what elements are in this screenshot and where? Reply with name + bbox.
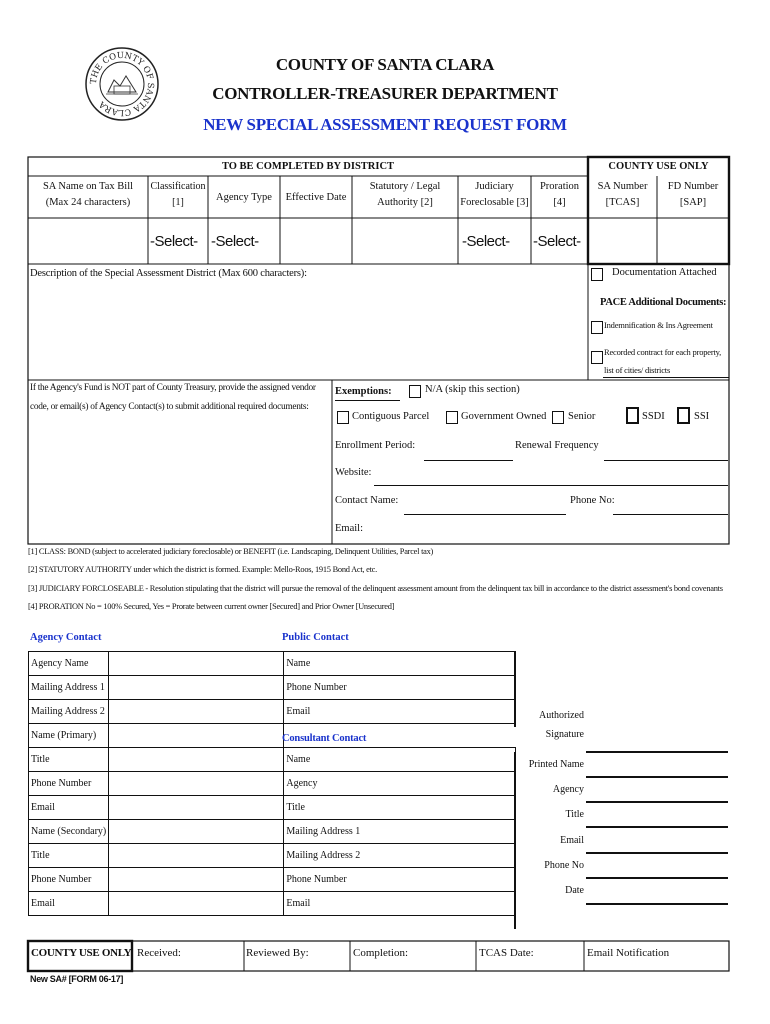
form-title: NEW SPECIAL ASSESSMENT REQUEST FORM	[203, 115, 567, 134]
sig-agency-label: Agency	[552, 784, 584, 795]
col-sa-name-line1: SA Name on Tax Bill	[42, 181, 134, 192]
agency-field-input[interactable]	[109, 844, 284, 868]
table-row	[29, 748, 516, 772]
footer-tcas-date[interactable]: TCAS Date:	[479, 947, 534, 959]
footer-reviewed[interactable]: Reviewed By:	[246, 947, 309, 959]
recorded-contract-checkbox[interactable]	[591, 351, 603, 364]
agency-field-input[interactable]	[109, 892, 284, 916]
consultant-field[interactable]: Mailing Address 2	[284, 844, 516, 868]
agency-field-input[interactable]	[109, 676, 284, 700]
description-label: Description of the Special Assessment District (Max 600 characters):	[30, 268, 307, 279]
district-header: TO BE COMPLETED BY DISTRICT	[221, 161, 395, 172]
ssi-checkbox[interactable]	[677, 407, 690, 424]
col-fd-number-line1: FD Number	[667, 181, 719, 192]
enrollment-input[interactable]	[424, 460, 513, 461]
agency-field-input[interactable]	[109, 820, 284, 844]
agency-type-select[interactable]: -Select-	[211, 233, 259, 250]
public-field[interactable]: Phone Number	[284, 676, 516, 700]
footer-county-use: COUNTY USE ONLY	[31, 947, 132, 959]
proration-select[interactable]: -Select-	[533, 233, 581, 250]
agency-field-label: Mailing Address 2	[29, 700, 109, 724]
col-classification	[148, 180, 208, 209]
printed-name-input[interactable]	[586, 776, 728, 778]
classification-select[interactable]: -Select-	[150, 233, 198, 250]
agency-field-label: Email	[29, 796, 109, 820]
na-checkbox[interactable]	[409, 385, 421, 398]
col-fd-number-line2: [SAP]	[679, 197, 707, 208]
col-fd-number	[657, 180, 729, 209]
phone-input[interactable]	[613, 514, 728, 515]
col-agency-type: Agency Type	[216, 192, 272, 203]
agency-field-input[interactable]	[109, 700, 284, 724]
agency-field-label: Agency Name	[29, 652, 109, 676]
col-statutory-line2: Authority [2]	[377, 197, 433, 208]
phone-label: Phone No:	[570, 495, 615, 506]
agency-field-label: Mailing Address 1	[29, 676, 109, 700]
sig-email-input[interactable]	[586, 852, 728, 854]
col-sa-number-line2: [TCAS]	[605, 197, 640, 208]
table-row	[29, 652, 516, 676]
sig-agency-input[interactable]	[586, 801, 728, 803]
contact-name-input[interactable]	[404, 514, 566, 515]
agency-field-input[interactable]	[109, 724, 284, 748]
contiguous-parcel-checkbox[interactable]	[337, 411, 349, 424]
county-use-header: COUNTY USE ONLY	[608, 161, 709, 172]
na-label: N/A (skip this section)	[425, 384, 520, 395]
consultant-field[interactable]: Mailing Address 1	[284, 820, 516, 844]
exemptions-label: Exemptions:	[335, 386, 392, 397]
table-row	[29, 820, 516, 844]
government-owned-label: Government Owned	[461, 411, 547, 422]
public-field[interactable]: Email	[284, 700, 516, 724]
agency-field-input[interactable]	[109, 748, 284, 772]
form-id: New SA# [FORM 06-17]	[30, 974, 124, 984]
signature-input[interactable]	[586, 751, 728, 753]
senior-label: Senior	[568, 411, 596, 422]
table-row	[29, 700, 516, 724]
table-row	[29, 796, 516, 820]
public-field[interactable]: Name	[284, 652, 516, 676]
renewal-input[interactable]	[604, 460, 728, 461]
website-input[interactable]	[374, 485, 728, 486]
sig-date-label: Date	[565, 885, 584, 896]
website-label: Website:	[335, 467, 372, 478]
col-statutory-line1: Statutory / Legal	[369, 181, 441, 192]
note-3: [3] JUDICIARY FORCLOSEABLE - Resolution stipulating that the district will pursue the removal of the delinquent assessment amount from the delinquent tax bill in accordance to the district assessment's bond covenants	[28, 584, 723, 593]
col-classification-line1: Classification	[150, 181, 206, 192]
judiciary-select[interactable]: -Select-	[462, 233, 510, 250]
county-name: COUNTY OF SANTA CLARA	[275, 55, 495, 74]
col-classification-line2: [1]	[172, 197, 184, 208]
footer-completion[interactable]: Completion:	[353, 947, 408, 959]
col-proration-line1: Proration	[539, 181, 580, 192]
consultant-contact-title: Consultant Contact	[282, 733, 367, 744]
col-effective-date: Effective Date	[285, 192, 347, 203]
agency-field-label: Name (Primary)	[29, 724, 109, 748]
agency-field-input[interactable]	[109, 796, 284, 820]
consultant-field[interactable]: Email	[284, 892, 516, 916]
agency-field-input[interactable]	[109, 652, 284, 676]
printed-name-label: Printed Name	[528, 759, 584, 770]
ssi-label: SSI	[694, 411, 710, 422]
agency-field-label: Email	[29, 892, 109, 916]
seal-text: THE COUNTY OF SANTA CLARA	[88, 50, 156, 118]
indemnification-label: Indemnification & Ins Agreement	[604, 320, 713, 330]
vendor-line2: code, or email(s) of Agency Contact(s) to submit additional required documents:	[30, 402, 309, 412]
ssdi-label: SSDI	[642, 411, 665, 422]
sig-date-input[interactable]	[586, 903, 728, 905]
col-sa-number-line1: SA Number	[597, 181, 648, 192]
pace-title: PACE Additional Documents:	[600, 297, 727, 308]
table-row	[29, 892, 516, 916]
agency-contact-table	[28, 651, 516, 916]
col-judiciary-line2: Foreclosable [3]	[460, 197, 529, 208]
col-sa-name-line2: (Max 24 characters)	[45, 197, 131, 208]
indemnification-checkbox[interactable]	[591, 321, 603, 334]
col-sa-name	[28, 180, 148, 209]
agency-contact-title: Agency Contact	[30, 632, 102, 643]
table-row	[29, 676, 516, 700]
enrollment-label: Enrollment Period:	[335, 440, 416, 451]
documentation-attached-checkbox[interactable]	[591, 268, 603, 281]
documentation-attached-label: Documentation Attached	[612, 267, 717, 278]
agency-field-label: Title	[29, 844, 109, 868]
signature-label: Signature	[545, 729, 584, 740]
col-proration	[531, 180, 588, 209]
exemptions-underline	[335, 400, 400, 401]
table-row	[29, 844, 516, 868]
renewal-label: Renewal Frequency	[515, 440, 599, 451]
footer-email-notification[interactable]: Email Notification	[587, 947, 670, 959]
agency-field-label: Phone Number	[29, 772, 109, 796]
agency-field-label: Title	[29, 748, 109, 772]
col-proration-line2: [4]	[553, 197, 566, 208]
sig-phone-label: Phone No	[544, 860, 584, 871]
agency-field-label: Name (Secondary)	[29, 820, 109, 844]
table-row	[29, 772, 516, 796]
note-2: [2] STATUTORY AUTHORITY under which the district is formed. Example: Mello-Roos, 1915 Bond Act, etc.	[28, 565, 377, 574]
department-name: CONTROLLER-TREASURER DEPARTMENT	[212, 84, 558, 103]
consultant-field[interactable]: Agency	[284, 772, 516, 796]
consultant-field[interactable]: Phone Number	[284, 868, 516, 892]
contact-name-label: Contact Name:	[335, 495, 399, 506]
public-contact-title: Public Contact	[282, 632, 349, 643]
sig-email-label: Email	[560, 835, 584, 846]
table-row	[29, 724, 516, 748]
senior-checkbox[interactable]	[552, 411, 564, 424]
table-row	[29, 868, 516, 892]
government-owned-checkbox[interactable]	[446, 411, 458, 424]
col-sa-number	[588, 180, 657, 209]
sig-title-label: Title	[565, 809, 584, 820]
authorized-label: Authorized	[539, 710, 584, 721]
contiguous-parcel-label: Contiguous Parcel	[352, 411, 430, 422]
col-statutory	[352, 180, 458, 209]
note-1: [1] CLASS: BOND (subject to accelerated judiciary foreclosable) or BENEFIT (i.e. Landscaping, Delinquent Utilities, Parcel tax)	[28, 547, 434, 556]
recorded-contract-label: Recorded contract for each property,	[604, 347, 722, 357]
ssdi-checkbox[interactable]	[626, 407, 639, 424]
cities-list-underline	[603, 377, 729, 378]
sig-phone-input[interactable]	[586, 877, 728, 879]
col-judiciary	[458, 180, 531, 209]
sig-title-input[interactable]	[586, 826, 728, 828]
email-label: Email:	[335, 523, 363, 534]
agency-field-input[interactable]	[109, 868, 284, 892]
agency-field-input[interactable]	[109, 772, 284, 796]
col-judiciary-line1: Judiciary	[475, 181, 514, 192]
vendor-line1: If the Agency's Fund is NOT part of County Treasury, provide the assigned vendor	[30, 383, 316, 393]
consultant-field[interactable]: Name	[284, 748, 516, 772]
agency-field-label: Phone Number	[29, 868, 109, 892]
cities-list-label: list of cities/ districts	[604, 365, 671, 375]
footer-received[interactable]: Received:	[137, 947, 181, 959]
consultant-field[interactable]: Title	[284, 796, 516, 820]
note-4: [4] PRORATION No = 100% Secured, Yes = Prorate between current owner [Secured] and Prior Owner [Unsecured]	[28, 602, 395, 611]
